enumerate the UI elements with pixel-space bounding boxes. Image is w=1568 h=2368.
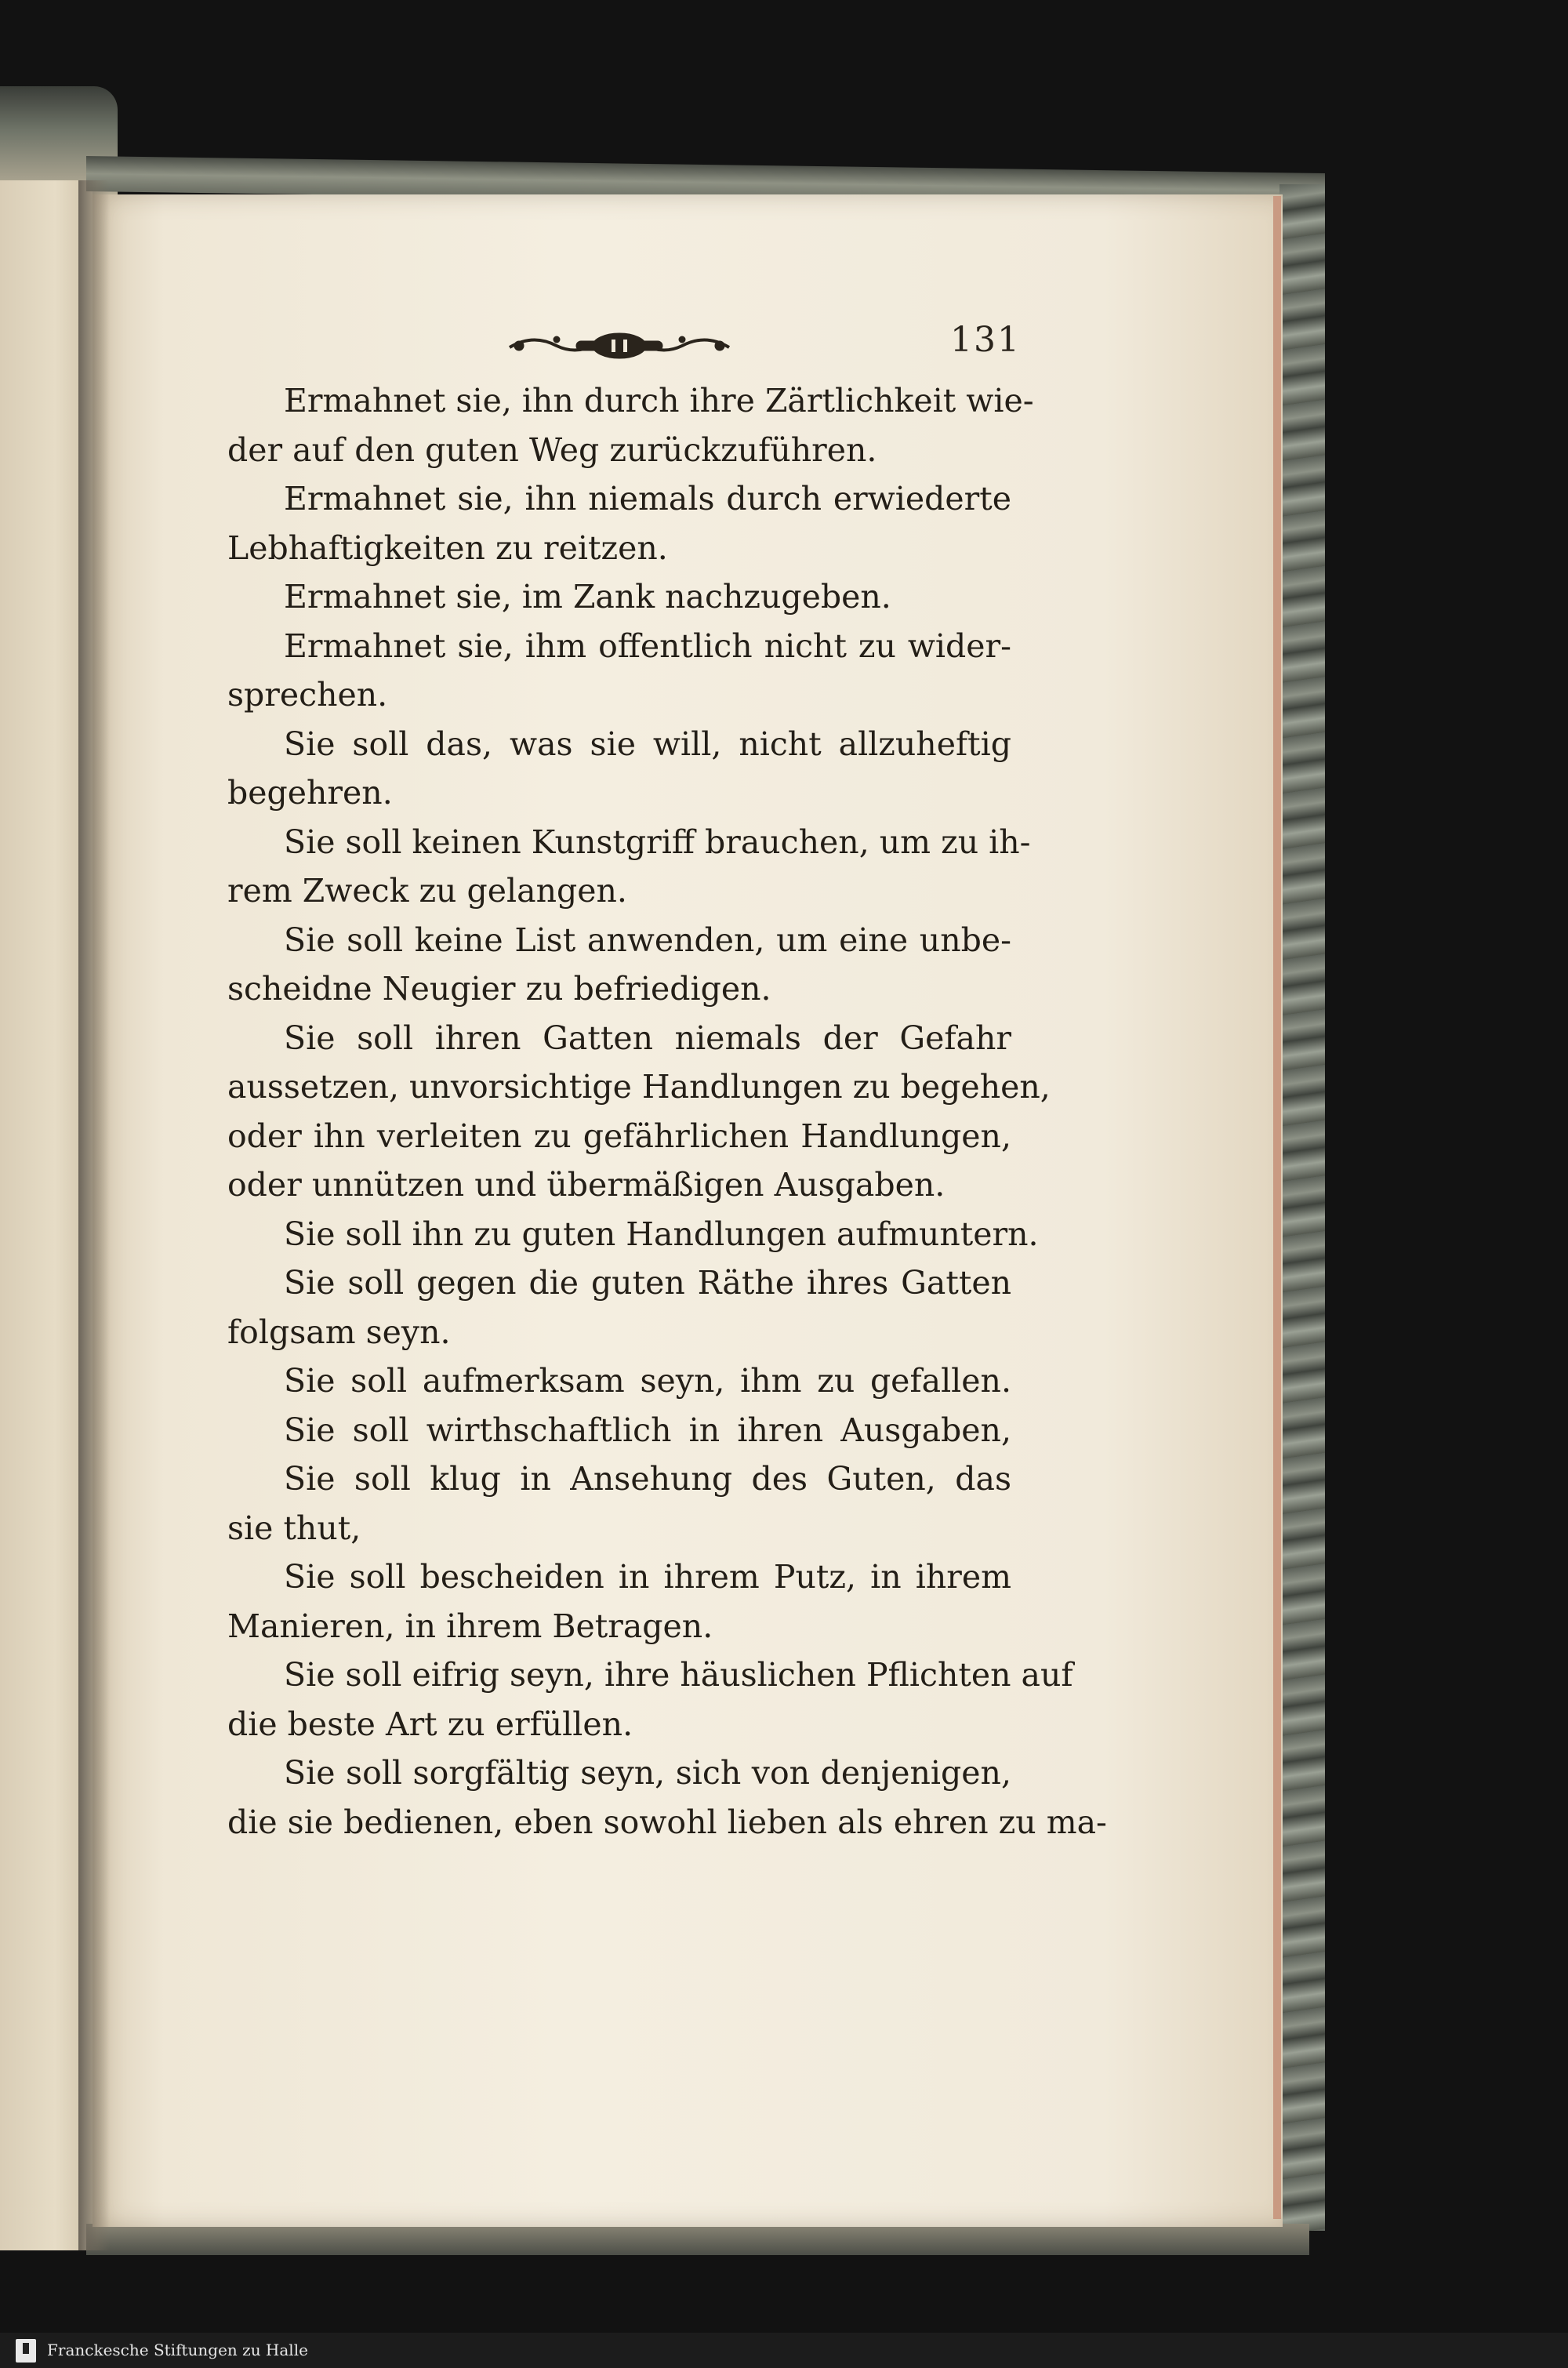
text-line: sie thut, bbox=[227, 1509, 361, 1547]
page-number: 131 bbox=[950, 320, 1021, 360]
text-line: begehren. bbox=[227, 774, 393, 812]
footer-institution: Franckesche Stiftungen zu Halle bbox=[47, 2341, 308, 2359]
text-line: Ermahnet sie, ihn niemals durch erwiederte bbox=[284, 480, 1011, 518]
text-line: oder unnützen und übermäßigen Ausgaben. bbox=[227, 1166, 946, 1204]
text-line: oder ihn verleiten zu gefährlichen Handlungen, bbox=[227, 1117, 1011, 1155]
body-text bbox=[227, 376, 1107, 1847]
text-line: Ermahnet sie, ihn durch ihre Zärtlichkeit wie- bbox=[284, 382, 1034, 419]
text-line: Sie soll ihn zu guten Handlungen aufmuntern. bbox=[284, 1215, 1039, 1253]
text-line: Sie soll klug in Ansehung des Guten, das bbox=[284, 1460, 1011, 1498]
text-line: Manieren, in ihrem Betragen. bbox=[227, 1607, 713, 1645]
gutter-shadow bbox=[78, 180, 110, 2250]
text-line: Sie soll keinen Kunstgriff brauchen, um zu ih- bbox=[284, 823, 1031, 861]
header-ornament-icon bbox=[502, 318, 737, 372]
text-line: Sie soll wirthschaftlich in ihren Ausgaben, bbox=[284, 1411, 1011, 1449]
text-line: Sie soll aufmerksam seyn, ihm zu gefallen. bbox=[284, 1362, 1011, 1400]
text-line: sprechen. bbox=[227, 676, 388, 714]
page-red-edge bbox=[1273, 196, 1281, 2219]
text-line: folgsam seyn. bbox=[227, 1313, 451, 1351]
text-line: Sie soll eifrig seyn, ihre häuslichen Pflichten auf bbox=[284, 1656, 1073, 1694]
cover-bottom-edge bbox=[86, 2224, 1309, 2255]
text-line: die sie bedienen, eben sowohl lieben als ehren zu ma- bbox=[227, 1803, 1107, 1841]
text-line: rem Zweck zu gelangen. bbox=[227, 872, 627, 910]
text-line: Sie soll keine List anwenden, um eine unbe- bbox=[284, 921, 1011, 959]
text-line: Sie soll gegen die guten Räthe ihres Gatten bbox=[284, 1264, 1011, 1302]
text-line: Sie soll das, was sie will, nicht allzuheftig bbox=[284, 725, 1011, 763]
text-line: Sie soll ihren Gatten niemals der Gefahr bbox=[284, 1019, 1011, 1057]
text-line: Sie soll sorgfältig seyn, sich von denjenigen, bbox=[284, 1754, 1011, 1792]
text-line: Ermahnet sie, im Zank nachzugeben. bbox=[284, 578, 891, 616]
text-line: der auf den guten Weg zurückzuführen. bbox=[227, 430, 877, 469]
text-line: scheidne Neugier zu befriedigen. bbox=[227, 970, 771, 1008]
cover-right-edge bbox=[1279, 184, 1325, 2231]
text-line: Ermahnet sie, ihm offentlich nicht zu wider- bbox=[284, 627, 1011, 665]
footer-bar bbox=[0, 2333, 1568, 2368]
text-line: Lebhaftigkeiten zu reitzen. bbox=[227, 528, 668, 567]
institution-logo-icon bbox=[16, 2339, 36, 2363]
text-line: die beste Art zu erfüllen. bbox=[227, 1705, 633, 1743]
text-line: aussetzen, unvorsichtige Handlungen zu begehen, bbox=[227, 1068, 1051, 1106]
text-line: Sie soll bescheiden in ihrem Putz, in ihrem bbox=[284, 1558, 1011, 1596]
